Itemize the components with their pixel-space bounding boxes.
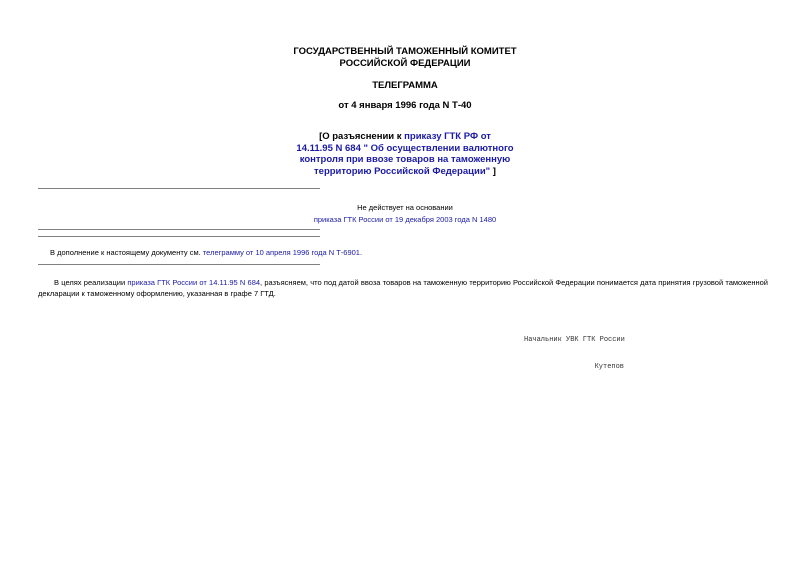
status-note: [200, 202, 610, 226]
divider: [38, 264, 320, 265]
body-paragraph: [38, 277, 768, 299]
see-also-link-telegram[interactable]: телеграмму от 10 апреля 1996 года N Т-6901: [202, 248, 360, 257]
subject-link-order-line-2[interactable]: 14.11.95 N 684 " Об осуществлении валютного: [296, 142, 514, 154]
subject-prefix: [О разъяснении к: [319, 131, 405, 142]
signature-name: Кутепов: [594, 363, 624, 371]
see-also-prefix: В дополнение к настоящему документу см.: [50, 248, 203, 257]
status-line: Не действует на основании: [357, 203, 453, 212]
see-also-suffix: .: [359, 248, 363, 257]
subject-link-order[interactable]: приказу ГТК РФ от: [404, 131, 491, 142]
subject-suffix: ]: [490, 165, 496, 177]
status-link-repeal-order[interactable]: приказа ГТК России от 19 декабря 2003 года N 1480: [313, 215, 497, 224]
see-also-note: [50, 248, 362, 258]
subject-link-order-line-4[interactable]: территорию Российской Федерации": [314, 165, 491, 177]
signature-block: [524, 318, 624, 390]
body-link-order[interactable]: приказа ГТК России от 14.11.95 N 684: [127, 278, 261, 287]
issuer-line-2: РОССИЙСКОЙ ФЕДЕРАЦИИ: [339, 57, 471, 69]
body-text: , разъясняем, что под датой ввоза товаров на таможенную территорию Российской Федерации понимается дата принятия грузовой таможенной декларации к таможенному оформлению, указанная в графе 7 ГТД.: [38, 278, 768, 298]
divider: [38, 236, 320, 237]
body-prefix: В целях реализации: [54, 278, 128, 287]
divider: [38, 229, 320, 230]
issuer-heading: [200, 46, 610, 69]
signature-title: Начальник УВК ГТК России: [524, 336, 625, 344]
document-type: ТЕЛЕГРАММА: [372, 80, 438, 91]
document-subject: [200, 131, 610, 177]
document-date-number: от 4 января 1996 года N Т-40: [338, 100, 472, 111]
subject-link-order-line-3[interactable]: контроля при ввозе товаров на таможенную: [299, 154, 511, 165]
divider: [38, 188, 320, 189]
issuer-line-1: ГОСУДАРСТВЕННЫЙ ТАМОЖЕННЫЙ КОМИТЕТ: [293, 46, 517, 57]
